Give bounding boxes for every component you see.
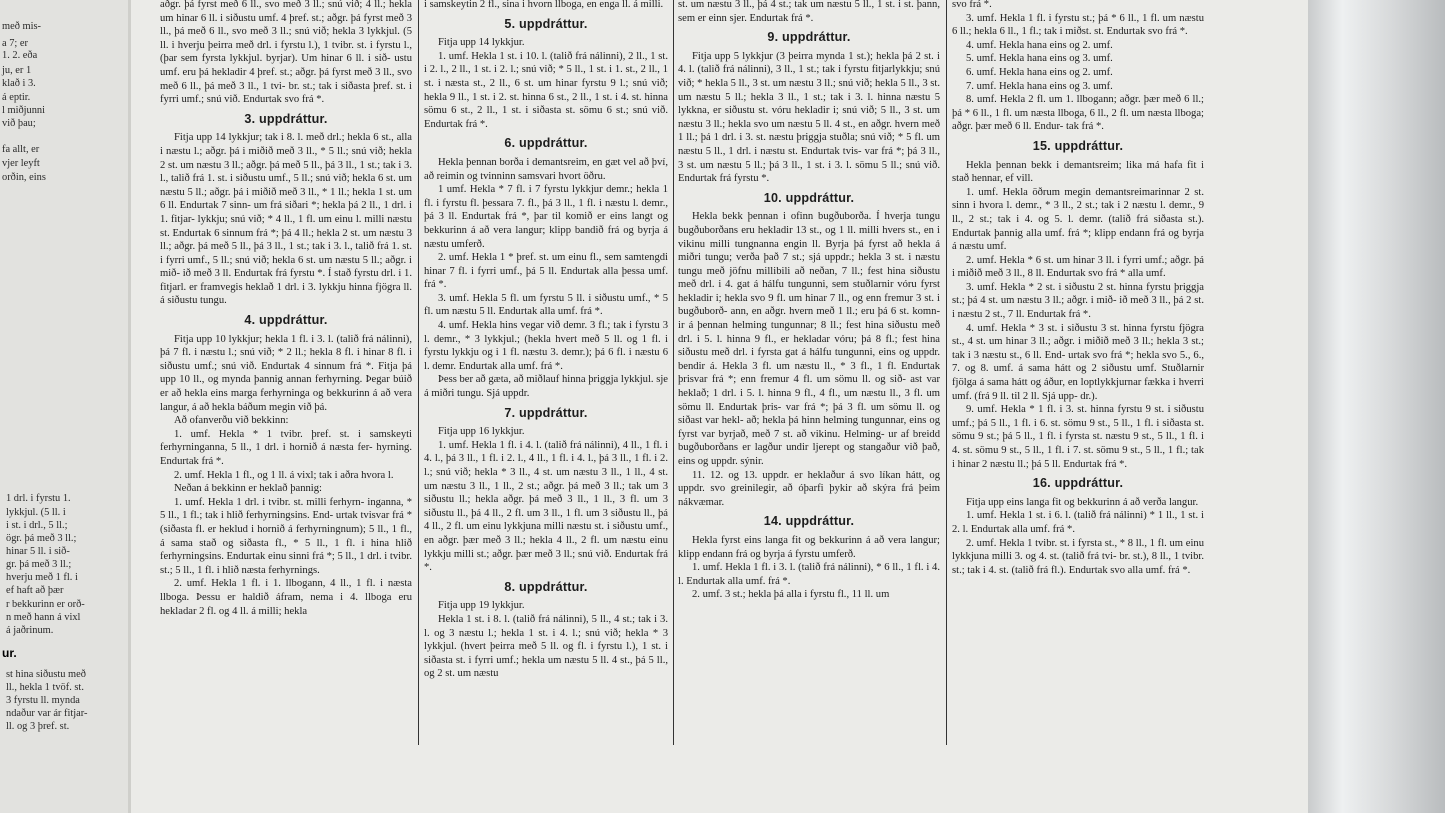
- paragraph: 1. umf. Hekla * 1 tvibr. þref. st. i samskeyti ferhyrninganna, 5 ll., 1 drl. i hornið á næsta fer- hyrning. Endurtak frá *.: [160, 428, 412, 467]
- paragraph: 8. umf. Hekla 2 fl. um 1. llbogann; aðgr. þær með 6 ll.; þá * 6 ll., 1 fl. um næsta llboga, 6 ll., 2 fl. um næsta llboga; aðgr. þær með 6 ll. Endur- tak frá *.: [952, 94, 1204, 133]
- paragraph: 11. 12. og 13. uppdr. er heklaður á svo líkan hátt, og uppdr. svo greinilegir, að óþarfi þykir að skýra frá þeim nákvæmar.: [678, 469, 940, 508]
- paragraph: 2. umf. Hekla 1 fl. i 1. llbogann, 4 ll., 1 fl. i næsta llboga. Þessu er haldið áfram, nema i 4. llboga eru hekladar 2 fl. og 4 ll. á milli; hekla: [160, 578, 412, 617]
- paragraph: st. um næstu 3 ll., þá 4 st.; tak um næstu 5 ll., 1 st. i st. þann, sem er einn sjer. Endurtak frá *.: [678, 0, 940, 24]
- fragment-line: orðin, eins: [2, 172, 46, 183]
- section-heading: 8. uppdráttur.: [504, 579, 588, 594]
- paragraph: Fitja upp 14 lykkjur.: [438, 37, 525, 49]
- fragment-line: ndaður var ár fitjar-: [6, 708, 88, 719]
- section-heading: 9. uppdráttur.: [767, 30, 851, 45]
- paragraph: Fitja upp 19 lykkjur.: [438, 600, 525, 612]
- paragraph: 4. umf. Hekla hana eins og 2. umf.: [966, 39, 1113, 51]
- column-4: [952, 0, 1204, 811]
- paragraph: 5. umf. Hekla hana eins og 3. umf.: [966, 53, 1113, 65]
- paragraph: 3. umf. Hekla 1 fl. i fyrstu st.; þá * 6 ll., 1 fl. um næstu 6 ll.; hekla 6 ll., 1 fl.; tak i miðst. st. Endurtak svo frá *.: [952, 12, 1204, 38]
- fragment-line: gr. þá með 3 ll.;: [6, 559, 72, 570]
- paragraph: i samskeytin 2 fl., sina i hvorn llboga, en enga ll. á milli.: [424, 0, 664, 10]
- paragraph: Fitja upp 5 lykkjur (3 þeirra mynda 1 st.); hekla þá 2 st. i 4. l. (talið frá nálinni), 3 ll., 1 st.; tak i fyrstu fitjarlykkju; snú við; * hekla 5 ll., 3 st. um næstu 3 ll.; snú við; hekla 5 ll., 3 st. um næstu 5 ll.; hekla 3 ll., 1 st.; tak i 3. l. hinna næstu 5 lykkna, er siðustu st. vóru hekladir i; snú við; 5 ll., 3 st. um næstu 3 ll.; hekla svo um næstu 5 ll. 4 st., en aðgr. hvern með 1 ll.; þá 1 drl. i 3. st. næstu þriggja stuðla; snú við; * 5 fl. um næstu 5 ll., 1 drl. i næstu st. Endurtak tvis- var frá *; þá 3 ll., 3 st. um næstu 5 ll.; þá 3 ll., 1 st. i 3. l. sömu 5 ll.; snú við. Endurtak frá fyrstu *.: [678, 50, 940, 185]
- fragment-line: 1 drl. i fyrstu 1.: [6, 493, 71, 504]
- page-fold: [128, 0, 131, 813]
- fragment-line: st hina siðustu með: [6, 669, 86, 680]
- left-page-fragment: [0, 0, 128, 813]
- column-2: [424, 0, 668, 811]
- fragment-line: 3 fyrstu ll. mynda: [6, 695, 80, 706]
- paragraph: 1 umf. Hekla * 7 fl. i 7 fyrstu lykkjur demr.; hekla 1 fl. i fyrstu fl. þessara 7. fl., þá 3 ll., 1 fl. i næstu l. demr., þá 3 ll. Endurtak frá *, þar til komið er eins langt og bekkurinn á að vera langur; klipp bandið frá og byrja á næstu umferð.: [424, 184, 668, 250]
- paragraph: Hekla bekk þennan i ofinn bugðuborða. Í hverja tungu bugðuborðans eru hekladir 13 st., og 1 ll. milli hvers st., en i vikinu milli tungnanna engin ll. Byrja þá fyrst að hekla á miðri tungu; verða það 7 st.; sjá uppdr.; hekla 3 st. i næstu tungu með jöfnu millibili að neðan, 7 ll.; fest hina siðustu með drl. i 4. gat á hálfu tungunni, sem stuðlarnir vóru fyrst hekladir i; hekla svo 9 fl. um hinar 7 ll., og enn fremur 3 st. i bugðuborð- ann, en aðgr. hvern með 1 ll.; eru þá 6 st. komn- ir á þennan helming tungunnar; 8 ll.; fest hina siðustu með drl. i 5. l. hinna 9 fl., er hekladar vóru; þá 8 fl.; fest hina siðustu með drl. i fyrsta gat á hálfu tungunni, eins og uppdr. bendir á. Hekla 3 fl. um næstu ll., * 3 fl., 1 fl. Endurtak þrisvar frá *; enn fremur 4 fl. um sömu ll. og sið- ast var heklað; 1 drl. i 5. l. hinna 9 fl., 4 fl., um næstu ll., 3 fl. um sömu ll. Endurtak þris- var frá *; þá 3 fl. um sömu ll. og siðast var hekl- að; hekla þá hinn helming tungunnar, eins og fyrst var byrjað, með 7 st. að vikinu. Helming- ur af breidd bugðuborðans er lagður undir ljerept og stangaður við það, eins og uppdr. sýnir.: [678, 211, 940, 467]
- fragment-line: ögr. þá með 3 ll.;: [6, 533, 77, 544]
- section-heading: 14. uppdráttur.: [763, 514, 855, 529]
- paragraph: Hekla 1 st. i 8. l. (talið frá nálinni), 5 ll., 4 st.; tak i 3. l. og 3 næstu l.; hekla 1 st. i 4. l.; snú við; hekla * 3 lykkjul. (hvert þeirra með 5 ll. og fl. i fyrstu l.), 1 st. i siðasta st. i fyrri umf.; hekla um næstu 5 ll. 4 st., þá 5 ll., og 2 st. um næstu: [424, 613, 668, 680]
- section-heading: 7. uppdráttur.: [504, 405, 588, 420]
- paragraph: Fitja upp eins langa fit og bekkurinn á að verða langur.: [966, 496, 1199, 508]
- fragment-line: l miðjunni: [2, 105, 46, 116]
- fragment-line: ll., hekla 1 tvöf. st.: [6, 682, 84, 693]
- paragraph: Hekla þennan borða i demantsreim, en gæt vel að því, að reimin og tvinninn samsvari hvort öðru.: [424, 156, 668, 182]
- paragraph: 1. umf. Hekla 1 st. i 10. l. (talið frá nálinni), 2 ll., 1 st. i 2. l., 2 ll., 1 st. i 2. l.; snú við; * 5 ll., 1 st. i 1. st., 2 ll., 1 st. i næsta st., 2 ll., 6 st. um hinar fyrstu 9 l.; snú við; hekla 9 ll., 1 st. i 2. st. hinna 6 st., 2 ll., 1 st. i 4. st. hinna sömu 6 st., 2 ll., 1 st. i siðasta st. sömu 6 st.; snú við. Endurtak frá *.: [424, 50, 668, 130]
- fragment-line: fa allt, er: [2, 144, 40, 155]
- paragraph: Fitja upp 14 lykkjur; tak i 8. l. með drl.; hekla 6 st., alla i næstu l.; aðgr. þá i miðið með 3 ll., * 5 ll.; snú við; hekla 2 st. um næstu 3 ll.; aðgr. þá með 5 ll., þá 3 ll., 1 st.; tak i 3. l., talið frá 1. st. i siðustu umf., 5 ll.; snú við; hekla 6 st. um næstu 5 ll.; aðgr. þá i miðið með 3 ll., * 1 ll.; hekla 1 st. um 6 ll. Endurtak 7 sinn- um frá siðari *; hekla þá 2 ll., 1 drl. i 1. fitjar- lykkju; snú við; * 4 ll., 1 fl. um einu l. milli næstu st. Endurtak 6 sinnum frá *; þá 4 ll.; hekla 2 st. um næstu 3 ll.; aðgr. þá með 5 ll., þá 3 ll., 1 st.; tak i 3. l., talið frá 1. st. i fyrri umf., 5 ll.; snú við; hekla 6 st. um næstu 5 ll.; aðgr. i mið- ið með 3 ll. Endurtak frá fyrstu *. Í stað fyrstu drl. i 1. fitjarl. er framvegis heklað 1 drl. i 3. lykkju hinna fjögra ll. á siðustu tungu.: [160, 132, 412, 307]
- paragraph: Hekla þennan bekk i demantsreim; lika má hafa fit i stað hennar, ef vill.: [952, 159, 1204, 185]
- fragment-heading: ur.: [2, 646, 17, 660]
- fragment-line: klað i 3.: [2, 78, 36, 89]
- column-1: [160, 0, 412, 811]
- fragment-line: ju, er 1: [2, 65, 32, 76]
- column-rule: [673, 0, 674, 745]
- paragraph: 2. umf. Hekla 1 fl., og 1 ll. á vixl; tak i aðra hvora l.: [174, 469, 394, 481]
- fragment-line: á jaðrinum.: [6, 625, 54, 636]
- fragment-line: 1. 2. eða: [2, 50, 38, 61]
- paragraph: 2. umf. Hekla 1 * þref. st. um einu fl., sem samtengdi hinar 7 fl. i fyrri umf., þá 5 ll. Endurtak alla þessa umf. frá *.: [424, 252, 668, 291]
- fragment-line: r bekkurinn er orð-: [6, 599, 85, 610]
- fragment-line: á eptir.: [2, 92, 31, 103]
- paragraph: 7. umf. Hekla hana eins og 3. umf.: [966, 80, 1113, 92]
- fragment-line: hverju með 1 fl. i: [6, 572, 78, 583]
- column-rule: [946, 0, 947, 745]
- fragment-line: a 7; er: [2, 38, 28, 49]
- paragraph: 2. umf. Hekla * 6 st. um hinar 3 ll. i fyrri umf.; aðgr. þá i miðið með 3 ll., 8 ll. Endurtak svo frá * alla umf.: [952, 254, 1204, 280]
- section-heading: 10. uppdráttur.: [763, 190, 855, 205]
- paragraph: 1. umf. Hekla 1 fl. i 4. l. (talið frá nálinni), 4 ll., 1 fl. i 4. l., þá 3 ll., 1 fl. i 2. l., 4 ll., 1 fl. i 4. l., þá 3 ll., 1 fl. i 2. l.; snú við; hekla * 3 ll., 4 st. um næstu 3 ll., 1 ll., 4 st. um næstu 3 ll., 1 ll., 2 st.; aðgr. þá með 3 ll.; tak um 3 siðustu ll.; hekla aðgr. þá með 3 ll., 1 ll., 3 fl. um 3 siðustu ll., þá 4 ll., 2 fl. um 3 ll., 1 fl. um 3 siðustu ll., þá 4 ll., 2 fl. um einu lykkjuna milli næstu st. i siðustu umf., en aðgr. þær með 3 ll.; hekla 4 ll., 2 fl. um næstu einu lykkju milli st.; aðgr. þær með 3 ll.; snú við. Endurtak frá *.: [424, 439, 668, 574]
- paragraph: 3. umf. Hekla 5 fl. um fyrstu 5 ll. i siðustu umf., * 5 fl. um næstu 5 ll. Endurtak alla umf. frá *.: [424, 292, 668, 318]
- paragraph: 3. umf. Hekla * 2 st. i siðustu 2 st. hinna fyrstu þriggja st.; þá 4 st. um næstu 3 ll.; aðgr. i mið- ið með 3 ll., þá 2 st. i næstu 2 st., 7 ll. Endurtak frá *.: [952, 281, 1204, 321]
- background-wall: [1308, 0, 1445, 813]
- paragraph: aðgr. þá fyrst með 6 ll., svo með 3 ll.; snú við; 4 ll.; hekla um hinar 6 ll. i siðustu umf. 4 þref. st.; aðgr. þá fyrst með 3 ll., þá með 6 ll., svo með 3 ll.; snú við; hekla 3 lykkjul. (5 ll. i hverju þeirra með drl. i fyrstu l.), 1 tvibr. st. i fyrstu l., (þar sem fyrsta lykkjul. byrjar). Um hinar 6 ll. i sið- ustu umf. eru þá hekladir 4 þref. st.; aðgr. þá fyrst með 3 ll., svo með 6 ll., þá með 3 ll., 1 tvi- br. st.; tak i siðasta þref. st. i fyrri umf.; snú við. Endurtak svo frá *.: [160, 0, 412, 106]
- paragraph: 2. umf. 3 st.; hekla þá alla i fyrstu fl., 11 ll. um: [692, 589, 890, 601]
- paragraph: 4. umf. Hekla hins vegar við demr. 3 fl.; tak i fyrstu 3 l. demr., * 3 lykkjul.; (hekla hvert með 5 ll. og 1 fl. i fyrstu lykkju og i 1 fl. næstu 3. demr.); þá 6 fl. i næstu 6 l. demr. Endurtak alla umf. frá *.: [424, 320, 668, 372]
- paragraph: 1. umf. Hekla öðrum megin demantsreimarinnar 2 st. sinn i hvora l. demr., * 3 ll., 2 st.; tak i 2 næstu l. demr., 9 ll., 2 st.; tak i 4. og 5. l. demr. (talið frá siðasta st.). Endurtak þannig alla umf. frá *; klipp endann frá og byrja á næstu umf.: [952, 186, 1204, 253]
- paragraph: Fitja upp 10 lykkjur; hekla 1 fl. i 3. l. (talið frá nálinni), þá 7 fl. i næstu l.; snú við; * 2 ll.; hekla 8 fl. i hinar 8 fl. i siðustu umf.; snú við. Endurtak 4 sinnum frá *. Fitja þá upp 10 ll., og mynda þannig annan ferhyrning. Þegar búið er að hekla eins marga ferhyrninga og bekkurinn á að vera langur, á að hekla báðum megin við þá.: [160, 333, 412, 413]
- paragraph: 4. umf. Hekla * 3 st. i siðustu 3 st. hinna fyrstu fjögra st., 4 st. um hinar 3 ll.; aðgr. i miðið með 3 ll.; hekla 3 st.; tak i 3 næstu st., 6 ll. End- urtak svo frá *; hekla svo 5., 6., 7. og 8. umf. á sama hátt og 2 siðustu umf. Stuðlarnir fjölga á sama hátt og áður, en loptlykkjurnar fækka i hverri umf. (frá 9 ll. til 2 ll. Sjá upp- dr.).: [952, 322, 1204, 402]
- section-heading: 5. uppdráttur.: [504, 16, 588, 31]
- paragraph: svo frá *.: [952, 0, 992, 10]
- fragment-line: vjer leyft: [2, 158, 40, 169]
- fragment-line: ef haft að þær: [6, 585, 64, 596]
- column-3: [678, 0, 940, 811]
- fragment-line: i st. i drl., 5 ll.;: [6, 520, 68, 531]
- paragraph: Að ofanverðu við bekkinn:: [174, 415, 289, 427]
- section-heading: 15. uppdráttur.: [1032, 138, 1124, 153]
- fragment-line: ll. og 3 þref. st.: [6, 721, 70, 732]
- column-rule: [418, 0, 419, 745]
- section-heading: 4. uppdráttur.: [244, 313, 328, 328]
- fragment-line: við þau;: [2, 118, 36, 129]
- paragraph: Hekla fyrst eins langa fit og bekkurinn á að vera langur; klipp endann frá og byrja á fyrstu umferð.: [678, 534, 940, 560]
- paragraph: 2. umf. Hekla 1 tvibr. st. i fyrsta st., * 8 ll., 1 fl. um einu lykkjuna milli 3. og 4. st. (talið frá tvi- br. st.), 8 ll., 1 tvibr. st.; tak i 4. st. (talið frá fl.). Endurtak svo alla umf. frá *.: [952, 537, 1204, 576]
- paragraph: 1. umf. Hekla 1 drl. i tvibr. st. milli ferhyrn- inganna, * 5 ll., 1 fl.; tak i hlið ferhyrningsins. End- urtak tvisvar frá * (siðasta fl. er heklud i hornið á ferhyrningnum); 5 ll., 1 fl., á sama stað og siðasta fl., * 5 ll., 1 fl. i hina hlið ferhyrningsins. Endurtak einu sinni frá *; 5 ll., 1 drl. i tvibr. st.; 5 ll., 1 fl. i hlið næsta ferhyrnings.: [160, 496, 412, 576]
- fragment-line: lykkjul. (5 ll. i: [6, 507, 66, 518]
- paragraph: Neðan á bekkinn er heklað þannig:: [174, 483, 322, 495]
- paragraph: 1. umf. Hekla 1 fl. i 3. l. (talið frá nálinni), * 6 ll., 1 fl. i 4. l. Endurtak alla umf. frá *.: [678, 562, 940, 587]
- paragraph: 6. umf. Hekla hana eins og 2. umf.: [966, 66, 1113, 78]
- paragraph: Þess ber að gæta, að miðlauf hinna þriggja lykkjul. sje á miðri tungu. Sjá uppdr.: [424, 374, 668, 400]
- section-heading: 3. uppdráttur.: [244, 111, 328, 126]
- fragment-line: n með hann á vixl: [6, 612, 81, 623]
- section-heading: 6. uppdráttur.: [504, 136, 588, 151]
- paragraph: 1. umf. Hekla 1 st. i 6. l. (talið frá nálinni) * 1 ll., 1 st. i 2. l. Endurtak alla umf. frá *.: [952, 510, 1204, 535]
- paragraph: Fitja upp 16 lykkjur.: [438, 426, 525, 438]
- fragment-line: með mis-: [2, 21, 41, 32]
- section-heading: 16. uppdráttur.: [1032, 476, 1124, 491]
- paragraph: 9. umf. Hekla * 1 fl. i 3. st. hinna fyrstu 9 st. i siðustu umf.; þá 5 ll., 1 fl. i 6. st. sömu 9 st., 5 ll., 1 fl. i siðasta st. sömu 9 st.; þá 5 ll., 1 fl. i fyrsta st. næstu 9 st., 5 ll., 1 fl. i 4. st. sömu 9 st., 5 ll., 1 fl. i 7. st. sömu 9 st., 5 ll., 1 fl.; tak i hinar 2 næstu ll.; þá 5 ll. Endurtak frá *.: [952, 404, 1204, 470]
- fragment-line: hinar 5 ll. i sið-: [6, 546, 70, 557]
